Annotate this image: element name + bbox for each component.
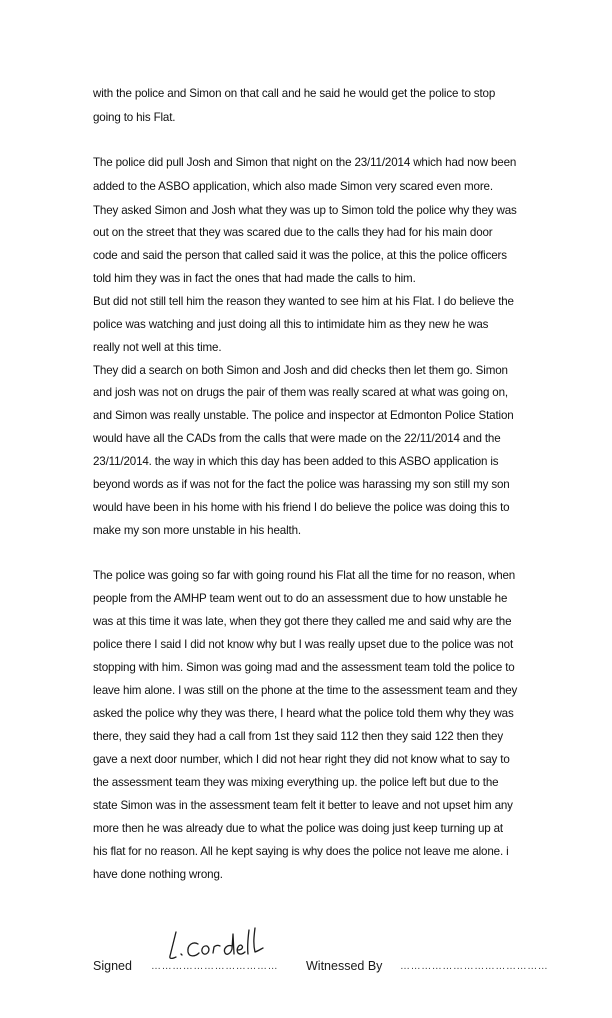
handwritten-signature: [160, 922, 272, 970]
text-line: the assessment team they was mixing everything up. the police left but due to the: [93, 776, 499, 789]
text-line: asked the police why they was there, I heard what the police told them why they was: [93, 707, 514, 720]
text-line: his flat for no reason. All he kept saying is why does the police not leave me alone. i: [93, 845, 509, 858]
text-line: would have been in his home with his friend I do believe the police was doing this to: [93, 501, 510, 514]
text-line: with the police and Simon on that call and he said he would get the police to stop: [93, 87, 496, 100]
text-line: more then he was already due to what the police was doing just keep turning up at: [93, 822, 503, 835]
text-line: really not well at this time.: [93, 341, 222, 354]
text-line: The police was going so far with going round his Flat all the time for no reason, when: [93, 569, 516, 582]
text-line: people from the AMHP team went out to do an assessment due to how unstable he: [93, 592, 508, 605]
text-line: there, they said they had a call from 1st they said 112 then they said 122 then they: [93, 730, 503, 743]
text-line: gave a next door number, which I did not hear right they did not know what to say to: [93, 753, 510, 766]
text-line: police there I said I did not know why but I was really upset due to the police was not: [93, 638, 514, 651]
text-line: going to his Flat.: [93, 111, 176, 124]
text-line: have done nothing wrong.: [93, 868, 223, 881]
text-line: beyond words as if was not for the fact the police was harassing my son still my son: [93, 478, 510, 491]
witnessed-dotted-line: ……………………………………: [400, 962, 549, 972]
text-line: out on the street that they was scared due to the calls they had for his main door: [93, 226, 493, 239]
text-line: The police did pull Josh and Simon that night on the 23/11/2014 which had now been: [93, 156, 517, 169]
text-line: and josh was not on drugs the pair of them was really scared at what was going on,: [93, 386, 508, 399]
witnessed-by-label: Witnessed By: [306, 959, 383, 973]
text-line: added to the ASBO application, which also made Simon very scared even more.: [93, 180, 493, 193]
text-line: But did not still tell him the reason they wanted to see him at his Flat. I do believe the: [93, 295, 514, 308]
text-line: They did a search on both Simon and Josh and did checks then let them go. Simon: [93, 364, 508, 377]
signed-dotted-line: ………………………………: [151, 962, 279, 972]
text-line: make my son more unstable in his health.: [93, 524, 301, 537]
text-line: leave him alone. I was still on the phone at the time to the assessment team and they: [93, 684, 518, 697]
text-line: 23/11/2014. the way in which this day has been added to this ASBO application is: [93, 455, 499, 468]
signed-label: Signed: [93, 959, 132, 973]
text-line: would have all the CADs from the calls that were made on the 22/11/2014 and the: [93, 432, 501, 445]
text-line: police was watching and just doing all this to intimidate him as they new he was: [93, 318, 489, 331]
text-line: told him they was in fact the ones that had made the calls to him.: [93, 272, 416, 285]
text-line: and Simon was really unstable. The police and inspector at Edmonton Police Station: [93, 409, 514, 422]
text-line: They asked Simon and Josh what they was up to Simon told the police why they was: [93, 204, 517, 217]
text-line: code and said the person that called said it was the police, at this the police officers: [93, 249, 507, 262]
text-line: was at this time it was late, when they got there they called me and said why are the: [93, 615, 512, 628]
text-line: state Simon was in the assessment team felt it better to leave and not upset him any: [93, 799, 513, 812]
text-line: stopping with him. Simon was going mad and the assessment team told the police to: [93, 661, 515, 674]
